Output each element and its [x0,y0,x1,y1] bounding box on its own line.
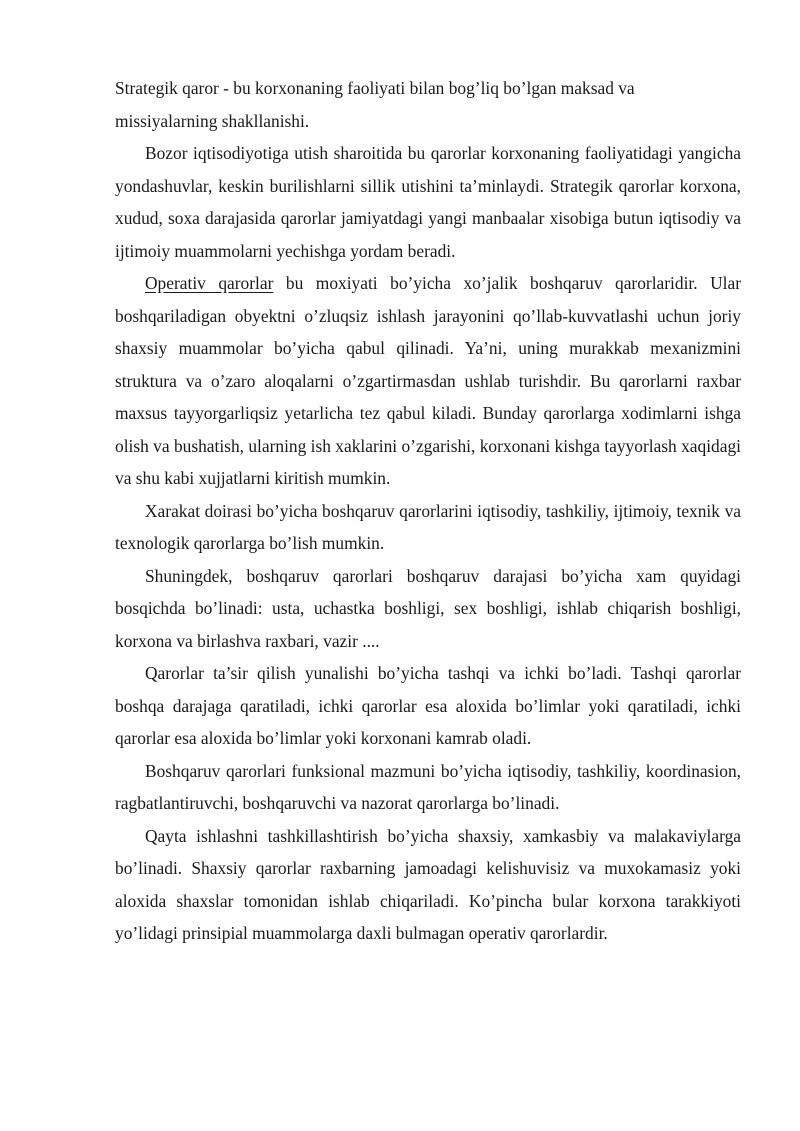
paragraph-text: Qarorlar ta’sir qilish yunalishi bo’yicha tashqi va ichki bo’ladi. Tashqi qarorlar boshqa darajaga qaratiladi, ichki qarorlar esa aloxida bo’limlar yoki qaratiladi, ichki qarorlar esa aloxida bo’limlar yoki korxonani kamrab oladi. [115,663,741,748]
paragraph-text: Shuningdek, boshqaruv qarorlari boshqaruv darajasi bo’yicha xam quyidagi bosqichda bo’linadi: usta, uchastka boshligi, sex boshligi, ishlab chiqarish boshligi, korxona va birlashva raxbari, vazir .... [115,565,741,651]
paragraph-text: Boshqaruv qarorlari funksional mazmuni bo’yicha iqtisodiy, tashkiliy, koordinasion, ragbatlantiruvchi, boshqaruvchi va nazorat qarorlarga bo’linadi. [115,760,741,813]
paragraph-text: Bozor iqtisodiyotiga utish sharoitida bu qarorlar korxonaning faoliyatidagi yangicha yondashuvlar, keskin burilishlarni sillik utishini ta’minlaydi. Strategik qarorlar korxona, xudud, soxa darajasida qarorlar jamiyatdagi yangi manbaalar xisobiga butun iqtisodiy va ijtimoiy muammolarni yechishga yordam beradi. [115,143,741,261]
paragraph-text: Xarakat doirasi bo’yicha boshqaruv qarorlarini iqtisodiy, tashkiliy, ijtimoiy, texnik va texnologik qarorlarga bo’lish mumkin. [115,500,741,553]
paragraph-strategic-definition [115,72,741,137]
paragraph-management-levels [115,560,741,658]
paragraph-operative-decisions [115,267,741,495]
paragraph-functional-content [115,755,741,820]
paragraph-text: Qayta ishlashni tashkillashtirish bo’yicha shaxsiy, xamkasbiy va malakaviylarga bo’linadi. Shaxsiy qarorlar raxbarning jamoadagi kelishuvisiz va muxokamasiz yoki aloxida shaxslar tomonidan ishlab chiqariladi. Ko’pincha bular korxona tarakkiyoti yo’lidagi prinsipial muammolarga daxli bulmagan operativ qarorlardir. [115,825,741,943]
paragraph-action-scope [115,495,741,560]
paragraph-text: bu moxiyati bo’yicha xo’jalik boshqaruv qarorlaridir. Ular boshqariladigan obyektni o’zluqsiz ishlash jarayonini qo’llab-kuvvatlashi uchun joriy shaxsiy muammolar bo’yicha qabul qilinadi. Ya’ni, uning murakkab mexanizmini struktura va o’zaro aloqalarni o’zgartirmasdan ushlab turishdir. Bu qarorlarni raxbar maxsus tayyorgarliqsiz yetarlicha tez qabul kiladi. Bunday qarorlarga xodimlarni ishga olish va bushatish, ularning ish xaklarini o’zgarishi, korxonani kishga tayyorlash xaqidagi va shu kabi xujjatlarni kiritish mumkin. [115,273,741,488]
document-page [115,72,741,950]
paragraph-market-economy [115,137,741,267]
paragraph-processing-organization [115,820,741,950]
paragraph-text: Strategik qaror - bu korxonaning faoliyati bilan bog’liq bo’lgan maksad va missiyalarning shakllanishi. [115,78,635,131]
paragraph-influence-direction [115,657,741,755]
underlined-term: Operativ qarorlar [145,273,274,293]
